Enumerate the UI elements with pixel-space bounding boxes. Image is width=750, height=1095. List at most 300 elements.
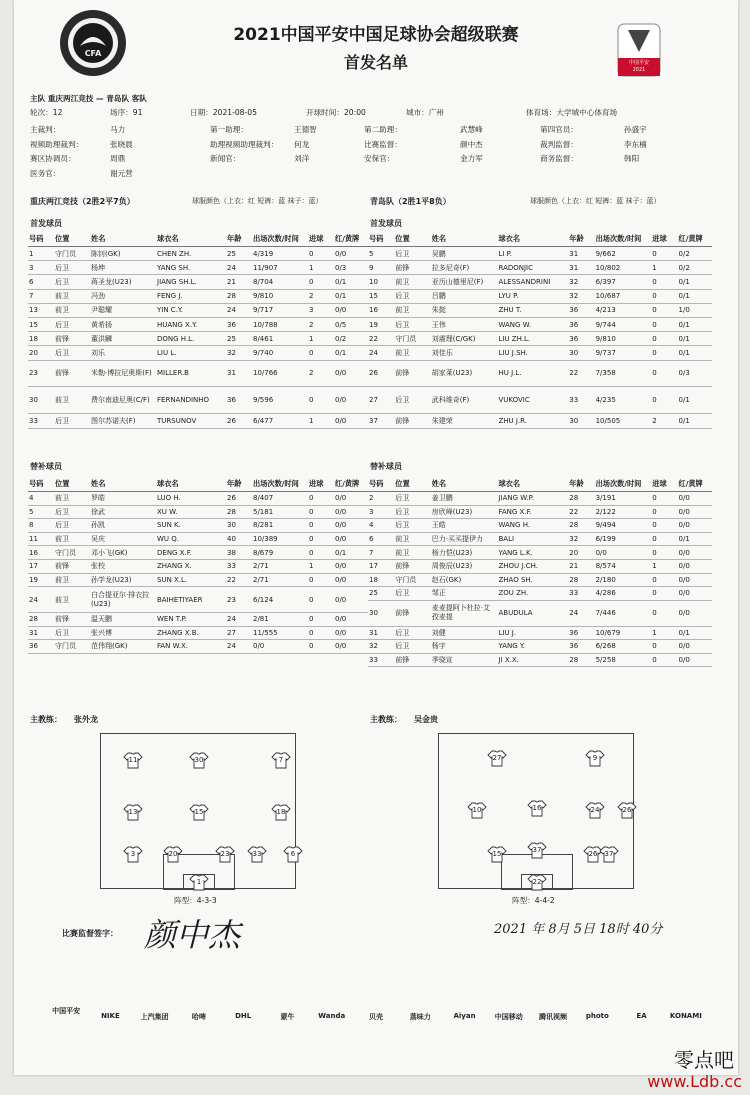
- table-cell: ZOU ZH.: [497, 587, 568, 601]
- sponsor-logo: photo: [585, 1012, 609, 1020]
- table-cell: 10/679: [595, 626, 652, 640]
- column-header: 红/黄牌: [678, 232, 712, 247]
- table-cell: 前锋: [394, 360, 430, 387]
- table-row: [28, 247, 368, 261]
- table-cell: 9/494: [595, 519, 652, 533]
- away-formation-label: 阵型：4-4-2: [512, 896, 555, 905]
- player-shirt-icon: [467, 802, 487, 819]
- table-cell: 0/1: [334, 546, 368, 560]
- column-header: 年龄: [568, 477, 594, 492]
- table-cell: XU W.: [156, 505, 226, 519]
- table-cell: WU Q.: [156, 532, 226, 546]
- table-cell: 36: [568, 303, 594, 317]
- shirt-number: 24: [590, 806, 600, 814]
- shirt-number: 15: [492, 850, 502, 858]
- signature-label: 比赛监督签字：: [62, 929, 118, 938]
- away-team-line: 青岛队（2胜1平8负）: [370, 197, 451, 206]
- table-cell: 后卫: [394, 505, 430, 519]
- table-cell: 守门员: [54, 546, 90, 560]
- table-cell: 1: [308, 414, 334, 428]
- table-cell: YANG SH.: [156, 261, 226, 275]
- away-formation-pitch: [438, 733, 634, 889]
- table-cell: 26: [226, 414, 252, 428]
- table-row: [28, 303, 368, 317]
- table-cell: 24: [226, 640, 252, 654]
- table-row: [28, 289, 368, 303]
- table-cell: LI P.: [497, 247, 568, 261]
- table-cell: 1: [651, 626, 677, 640]
- table-cell: 18: [368, 573, 394, 587]
- table-cell: 23: [28, 360, 54, 387]
- table-cell: 0: [651, 587, 677, 601]
- table-cell: JI X.X.: [497, 653, 568, 667]
- table-cell: LIU L.: [156, 346, 226, 360]
- table-cell: BALI: [497, 532, 568, 546]
- table-cell: 8: [28, 519, 54, 533]
- table-cell: 3: [28, 261, 54, 275]
- table-cell: 8/679: [252, 546, 308, 560]
- table-cell: 2: [308, 317, 334, 331]
- official-role: 第二助理：: [364, 125, 402, 134]
- table-cell: 亚历山德里尼(F): [431, 275, 498, 289]
- table-cell: 后卫: [54, 519, 90, 533]
- table-cell: ZHU J.R.: [497, 414, 568, 428]
- table-cell: 20: [28, 346, 54, 360]
- table-cell: 前锋: [54, 559, 90, 573]
- table-cell: 0/0: [252, 640, 308, 654]
- table-cell: 0/3: [678, 360, 712, 387]
- table-row: [368, 247, 712, 261]
- table-cell: 0: [651, 387, 677, 414]
- table-cell: 28: [568, 573, 594, 587]
- table-cell: 11/907: [252, 261, 308, 275]
- table-cell: 2: [308, 289, 334, 303]
- official-role: 助理视频助理裁判：: [210, 139, 279, 149]
- official-role: 主裁判：: [30, 125, 61, 134]
- table-row: [368, 346, 712, 360]
- table-cell: 姜卫鹏: [431, 492, 498, 506]
- table-cell: 0/0: [334, 505, 368, 519]
- table-cell: 0/0: [678, 505, 712, 519]
- table-cell: 0/1: [678, 317, 712, 331]
- column-header: 出场次数/时间: [595, 232, 652, 247]
- table-cell: YANG L.K.: [497, 546, 568, 560]
- column-header: 号码: [368, 232, 394, 247]
- table-cell: 孙学龙(U23): [90, 573, 156, 587]
- official-name: 颜中杰: [460, 139, 483, 149]
- table-cell: 4: [368, 519, 394, 533]
- table-cell: BAIHETIYAER: [156, 587, 226, 613]
- table-row: [28, 414, 368, 428]
- table-cell: SUN K.: [156, 519, 226, 533]
- game-label: 场序：91: [110, 108, 143, 117]
- table-cell: 0: [308, 546, 334, 560]
- table-cell: 刘乐: [90, 346, 156, 360]
- table-cell: 0/1: [334, 275, 368, 289]
- table-cell: 17: [28, 559, 54, 573]
- table-cell: 前锋: [54, 332, 90, 346]
- table-cell: 11/555: [252, 626, 308, 640]
- player-shirt-icon: [247, 846, 267, 863]
- table-cell: 后卫: [394, 247, 430, 261]
- table-cell: 27: [226, 626, 252, 640]
- table-cell: 33: [568, 387, 594, 414]
- column-header: 出场次数/时间: [252, 232, 308, 247]
- table-row: [368, 317, 712, 331]
- official-role: 赛区协调员：: [30, 154, 76, 163]
- table-cell: 36: [568, 626, 594, 640]
- table-cell: YANG Y.: [497, 640, 568, 654]
- sponsor-logo: 蒙牛: [280, 1013, 295, 1021]
- player-shirt-icon: [283, 846, 303, 863]
- table-row: [368, 532, 712, 546]
- table-cell: 0/0: [334, 360, 368, 387]
- table-cell: 0: [651, 640, 677, 654]
- table-row: [28, 587, 368, 613]
- table-cell: LIU ZH.L.: [497, 332, 568, 346]
- official-name: 武慧峰: [460, 125, 483, 134]
- table-cell: 26: [368, 360, 394, 387]
- table-cell: 守门员: [54, 640, 90, 654]
- table-cell: 朱挺: [431, 303, 498, 317]
- table-cell: CHEN ZH.: [156, 247, 226, 261]
- table-cell: 0: [651, 275, 677, 289]
- column-header: 位置: [394, 232, 430, 247]
- player-shirt-icon: [189, 804, 209, 821]
- column-header: 位置: [54, 477, 90, 492]
- column-header: 红/黄牌: [334, 232, 368, 247]
- table-cell: 0: [651, 303, 677, 317]
- player-shirt-icon: [487, 750, 507, 767]
- away-coach-label: 主教练：: [370, 715, 402, 724]
- table-cell: 28: [568, 519, 594, 533]
- svg-text:2021: 2021: [632, 67, 646, 73]
- table-cell: 7/446: [595, 600, 652, 626]
- table-cell: 24: [28, 587, 54, 613]
- table-cell: 刘健: [431, 626, 498, 640]
- table-cell: 前锋: [394, 261, 430, 275]
- table-cell: 后卫: [54, 414, 90, 428]
- table-row: [368, 600, 712, 626]
- table-cell: 10: [368, 275, 394, 289]
- table-cell: TURSUNOV: [156, 414, 226, 428]
- table-cell: 房欣峰(U23): [431, 505, 498, 519]
- table-cell: 0/0: [678, 559, 712, 573]
- table-cell: 24: [226, 303, 252, 317]
- table-cell: 9/810: [595, 332, 652, 346]
- table-row: [368, 519, 712, 533]
- table-cell: HU J.L.: [497, 360, 568, 387]
- table-cell: 后卫: [394, 626, 430, 640]
- sponsor-logo: 哈啤: [191, 1013, 206, 1021]
- table-cell: 0/1: [678, 387, 712, 414]
- table-cell: 30: [368, 600, 394, 626]
- away-subs-table: [368, 477, 712, 667]
- shirt-number: 26: [588, 850, 598, 858]
- table-cell: 赵石(GK): [431, 573, 498, 587]
- table-cell: 后卫: [54, 317, 90, 331]
- shirt-number: 33: [252, 850, 262, 858]
- table-cell: 后卫: [394, 289, 430, 303]
- table-row: [28, 573, 368, 587]
- table-cell: 吕鹏: [431, 289, 498, 303]
- official-name: 马力: [110, 125, 126, 134]
- table-cell: 刘佳乐: [431, 346, 498, 360]
- table-cell: 21: [568, 559, 594, 573]
- table-cell: 0/2: [678, 261, 712, 275]
- table-cell: 胡家莱(U23): [431, 360, 498, 387]
- table-cell: 2/71: [252, 573, 308, 587]
- table-row: [28, 519, 368, 533]
- table-cell: 4/286: [595, 587, 652, 601]
- table-cell: 10/788: [252, 317, 308, 331]
- table-cell: 0/3: [334, 261, 368, 275]
- column-header: 姓名: [431, 477, 498, 492]
- table-cell: 21: [226, 275, 252, 289]
- table-row: [28, 532, 368, 546]
- shirt-number: 22: [532, 878, 542, 886]
- column-header: 年龄: [568, 232, 594, 247]
- table-row: [28, 492, 368, 506]
- column-header: 位置: [394, 477, 430, 492]
- player-shirt-icon: [123, 804, 143, 821]
- table-cell: FAN W.X.: [156, 640, 226, 654]
- table-cell: 1/0: [678, 303, 712, 317]
- table-cell: ZHAO SH.: [497, 573, 568, 587]
- table-cell: 0: [651, 332, 677, 346]
- column-header: 姓名: [90, 232, 156, 247]
- table-cell: LYU P.: [497, 289, 568, 303]
- away-subs-label: 替补球员: [370, 462, 402, 471]
- table-cell: 守门员: [394, 332, 430, 346]
- table-cell: 0/0: [678, 587, 712, 601]
- sponsor-logo: 中国平安: [52, 1007, 81, 1015]
- table-cell: LIU J.: [497, 626, 568, 640]
- table-cell: 0: [308, 505, 334, 519]
- table-row: [28, 640, 368, 654]
- shirt-number: 15: [194, 808, 204, 816]
- away-kit-line: 球服颜色（上衣：红 短裤：蓝 袜子：蓝）: [530, 197, 661, 205]
- table-cell: 0/0: [678, 492, 712, 506]
- table-cell: 0/2: [678, 247, 712, 261]
- table-cell: 9/717: [252, 303, 308, 317]
- shirt-number: 3: [130, 850, 136, 858]
- column-header: 红/黄牌: [678, 477, 712, 492]
- table-cell: 10/687: [595, 289, 652, 303]
- official-role: 安保官：: [364, 154, 395, 163]
- table-cell: 1: [651, 559, 677, 573]
- player-shirt-icon: [271, 752, 291, 769]
- table-cell: 8/461: [252, 332, 308, 346]
- table-cell: 31: [368, 626, 394, 640]
- table-cell: LUO H.: [156, 492, 226, 506]
- sponsor-logo: DHL: [235, 1012, 252, 1020]
- page-title: 2021中国平安中国足球协会超级联赛: [233, 25, 519, 45]
- table-cell: 15: [28, 317, 54, 331]
- table-cell: ALESSANDRINI: [497, 275, 568, 289]
- official-name: 张晓晨: [110, 139, 133, 149]
- player-shirt-icon: [585, 802, 605, 819]
- table-cell: 0/0: [678, 640, 712, 654]
- table-cell: SUN X.L.: [156, 573, 226, 587]
- kickoff-label: 开球时间：20:00: [306, 108, 366, 117]
- table-cell: 黄希扬: [90, 317, 156, 331]
- table-cell: 后卫: [54, 505, 90, 519]
- table-cell: 1: [651, 261, 677, 275]
- table-cell: 前锋: [394, 414, 430, 428]
- table-row: [368, 587, 712, 601]
- table-cell: 4: [28, 492, 54, 506]
- official-role: 第四官员：: [540, 125, 578, 134]
- table-cell: 6/268: [595, 640, 652, 654]
- table-cell: 0/0: [678, 573, 712, 587]
- table-cell: 22: [568, 505, 594, 519]
- table-cell: 前锋: [394, 559, 430, 573]
- table-cell: 费尔南迪尼奥(C/F): [90, 387, 156, 414]
- official-role: 裁判监督：: [540, 139, 578, 149]
- table-cell: 0/1: [678, 289, 712, 303]
- table-cell: 0: [308, 573, 334, 587]
- table-cell: 0: [308, 387, 334, 414]
- table-cell: 前卫: [394, 546, 430, 560]
- table-row: [28, 360, 368, 387]
- table-cell: 1: [308, 559, 334, 573]
- shirt-number: 37: [532, 846, 542, 854]
- column-header: 年龄: [226, 477, 252, 492]
- table-cell: 3/191: [595, 492, 652, 506]
- table-cell: 朱建荣: [431, 414, 498, 428]
- table-cell: 28: [226, 289, 252, 303]
- official-name: 李东楠: [624, 139, 647, 149]
- table-cell: 0/0: [678, 600, 712, 626]
- svg-text:中国平安: 中国平安: [628, 60, 650, 66]
- table-cell: 7: [368, 546, 394, 560]
- home-formation-label: 阵型：4-3-3: [174, 896, 217, 905]
- player-shirt-icon: [527, 800, 547, 817]
- table-cell: 前卫: [394, 346, 430, 360]
- table-cell: 28: [568, 492, 594, 506]
- table-cell: 后卫: [394, 519, 430, 533]
- table-cell: 7/358: [595, 360, 652, 387]
- sponsor-logo: Wanda: [318, 1012, 346, 1020]
- table-cell: 0/1: [334, 289, 368, 303]
- column-header: 姓名: [431, 232, 498, 247]
- table-cell: 31: [568, 247, 594, 261]
- shirt-number: 30: [194, 756, 204, 764]
- table-cell: 后卫: [54, 626, 90, 640]
- table-cell: 0/0: [334, 414, 368, 428]
- table-cell: 6: [28, 275, 54, 289]
- table-cell: RADONJIC: [497, 261, 568, 275]
- table-cell: 32: [368, 640, 394, 654]
- table-cell: 33: [368, 653, 394, 667]
- table-row: [28, 275, 368, 289]
- official-role: 视频助理裁判：: [30, 139, 84, 149]
- player-shirt-icon: [617, 802, 637, 819]
- table-cell: 后卫: [394, 317, 430, 331]
- sponsor-logo: EA: [636, 1012, 647, 1020]
- table-cell: 杨坤: [90, 261, 156, 275]
- table-cell: 0: [308, 275, 334, 289]
- sponsor-logo: 贝壳: [368, 1013, 383, 1021]
- table-cell: 前卫: [54, 532, 90, 546]
- table-row: [368, 289, 712, 303]
- table-cell: 27: [368, 387, 394, 414]
- table-cell: 37: [368, 414, 394, 428]
- table-cell: 2/81: [252, 612, 308, 626]
- table-cell: 前锋: [394, 653, 430, 667]
- signature-datetime: 2021 年 8月 5日 18时 40分: [494, 922, 663, 937]
- player-shirt-icon: [599, 846, 619, 863]
- table-cell: 28: [28, 612, 54, 626]
- table-cell: 15: [368, 289, 394, 303]
- home-team-line: 重庆两江竞技（2胜2平7负）: [30, 197, 135, 206]
- shirt-number: 37: [604, 850, 614, 858]
- sponsor-logo: 中国移动: [494, 1013, 523, 1021]
- table-cell: 0/1: [678, 626, 712, 640]
- table-cell: 9/740: [252, 346, 308, 360]
- table-cell: 0: [308, 492, 334, 506]
- table-cell: 10/802: [595, 261, 652, 275]
- table-cell: 0/1: [678, 346, 712, 360]
- table-cell: 3: [308, 303, 334, 317]
- table-cell: 25: [368, 587, 394, 601]
- player-shirt-icon: [271, 804, 291, 821]
- home-coach-label: 主教练：: [30, 715, 62, 724]
- table-cell: 董洪麟: [90, 332, 156, 346]
- table-cell: 19: [28, 573, 54, 587]
- table-cell: 16: [368, 303, 394, 317]
- table-cell: 30: [568, 414, 594, 428]
- table-cell: ABUDULA: [497, 600, 568, 626]
- table-cell: WEN T.P.: [156, 612, 226, 626]
- table-cell: 杨宇: [431, 640, 498, 654]
- sponsor-logo: KONAMI: [669, 1012, 702, 1020]
- table-cell: 0/0: [334, 247, 368, 261]
- table-cell: 温天鹏: [90, 612, 156, 626]
- table-cell: 0/0: [678, 519, 712, 533]
- table-row: [368, 261, 712, 275]
- official-name: 韩阳: [624, 154, 640, 163]
- table-cell: 0/0: [595, 546, 652, 560]
- table-cell: 0/1: [678, 275, 712, 289]
- table-cell: 33: [28, 414, 54, 428]
- table-cell: 7: [28, 289, 54, 303]
- shirt-number: 10: [472, 806, 482, 814]
- table-cell: 0: [308, 247, 334, 261]
- table-cell: 38: [226, 546, 252, 560]
- table-cell: 9/596: [252, 387, 308, 414]
- table-cell: 后卫: [394, 587, 430, 601]
- sponsor-logo: 腾讯视频: [539, 1013, 568, 1021]
- table-cell: 后卫: [394, 387, 430, 414]
- table-cell: 后卫: [54, 261, 90, 275]
- table-cell: 0/0: [334, 573, 368, 587]
- table-cell: 0: [651, 505, 677, 519]
- table-cell: 0/0: [334, 532, 368, 546]
- table-cell: 0: [651, 653, 677, 667]
- table-cell: 36: [568, 317, 594, 331]
- table-cell: 28: [226, 505, 252, 519]
- table-row: [368, 640, 712, 654]
- shirt-number: 18: [276, 808, 286, 816]
- table-cell: 0: [308, 587, 334, 613]
- shirt-number: 26: [622, 806, 632, 814]
- table-row: [368, 492, 712, 506]
- table-cell: 后卫: [394, 640, 430, 654]
- table-row: [368, 653, 712, 667]
- table-cell: 守门员: [394, 573, 430, 587]
